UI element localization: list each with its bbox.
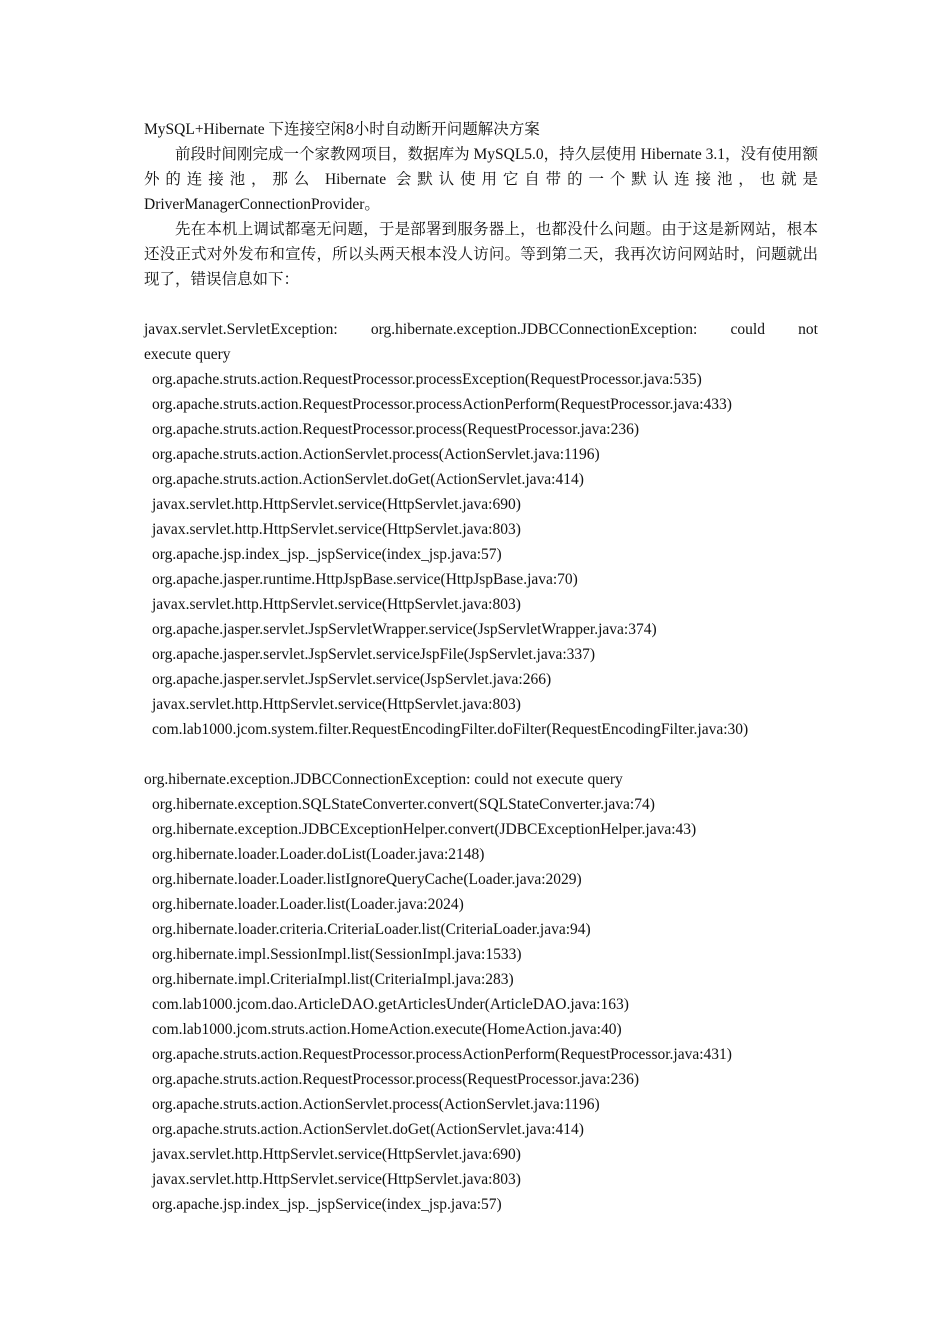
stack-frame: javax.servlet.http.HttpServlet.service(HttpServlet.java:803) bbox=[152, 1171, 521, 1188]
stack-frame: com.lab1000.jcom.system.filter.RequestEncodingFilter.doFilter(RequestEncodingFilter.java:30) bbox=[152, 721, 749, 738]
stack-frame: org.hibernate.impl.SessionImpl.list(SessionImpl.java:1533) bbox=[152, 946, 522, 963]
stack-frame: org.hibernate.loader.Loader.listIgnoreQueryCache(Loader.java:2029) bbox=[152, 871, 582, 888]
stack-frame: org.apache.struts.action.RequestProcessor.process(RequestProcessor.java:236) bbox=[152, 421, 639, 438]
stack-frame: org.hibernate.loader.criteria.CriteriaLoader.list(CriteriaLoader.java:94) bbox=[152, 921, 591, 938]
document-page bbox=[144, 117, 818, 1217]
trace-frames bbox=[144, 792, 818, 1217]
stack-frame: org.apache.jasper.servlet.JspServletWrapper.service(JspServletWrapper.java:374) bbox=[152, 621, 657, 638]
stack-frame: org.apache.struts.action.ActionServlet.process(ActionServlet.java:1196) bbox=[152, 446, 600, 463]
stack-frame: org.apache.struts.action.ActionServlet.process(ActionServlet.java:1196) bbox=[152, 1096, 600, 1113]
stack-frame: org.apache.struts.action.ActionServlet.doGet(ActionServlet.java:414) bbox=[152, 471, 584, 488]
intro-paragraph: 前段时间刚完成一个家教网项目，数据库为 MySQL5.0，持久层使用 Hibernate 3.1，没有使用额外的连接池，那么 Hibernate 会默认使用它自带的一个默认连接池，也就是 DriverManagerConnectionProvider。 bbox=[144, 146, 818, 213]
stack-frame: com.lab1000.jcom.struts.action.HomeAction.execute(HomeAction.java:40) bbox=[152, 1021, 622, 1038]
stack-frame: org.apache.jsp.index_jsp._jspService(index_jsp.java:57) bbox=[152, 546, 502, 563]
document-title: MySQL+Hibernate 下连接空闲8小时自动断开问题解决方案 bbox=[144, 121, 540, 138]
stack-frame: org.apache.struts.action.RequestProcessor.process(RequestProcessor.java:236) bbox=[152, 1071, 639, 1088]
problem-paragraph: 先在本机上调试都毫无问题，于是部署到服务器上，也都没什么问题。由于这是新网站，根本还没正式对外发布和宣传，所以头两天根本没人访问。等到第二天，我再次访问网站时，问题就出现了，错误信息如下： bbox=[144, 221, 818, 288]
trace-header: org.hibernate.exception.JDBCConnectionException: could not execute query bbox=[144, 771, 623, 788]
trace-header-part: org.hibernate.exception.JDBCConnectionException: bbox=[370, 321, 698, 338]
stack-frame: org.apache.struts.action.RequestProcessor.processActionPerform(RequestProcessor.java:433) bbox=[152, 396, 732, 413]
stack-frame: org.apache.jsp.index_jsp._jspService(index_jsp.java:57) bbox=[152, 1196, 502, 1213]
stack-frame: javax.servlet.http.HttpServlet.service(HttpServlet.java:690) bbox=[152, 1146, 521, 1163]
trace-header bbox=[144, 317, 818, 342]
stack-trace-servlet bbox=[144, 317, 818, 742]
stack-frame: javax.servlet.http.HttpServlet.service(HttpServlet.java:803) bbox=[152, 696, 521, 713]
stack-frame: org.apache.jasper.servlet.JspServlet.service(JspServlet.java:266) bbox=[152, 671, 552, 688]
trace-header-part: javax.servlet.ServletException: bbox=[144, 321, 338, 338]
stack-frame: org.hibernate.loader.Loader.doList(Loader.java:2148) bbox=[152, 846, 485, 863]
trace-header-continuation: execute query bbox=[144, 346, 231, 363]
stack-frame: org.hibernate.exception.JDBCExceptionHelper.convert(JDBCExceptionHelper.java:43) bbox=[152, 821, 697, 838]
stack-frame: org.apache.struts.action.RequestProcessor.processActionPerform(RequestProcessor.java:431) bbox=[152, 1046, 732, 1063]
stack-frame: org.hibernate.impl.CriteriaImpl.list(CriteriaImpl.java:283) bbox=[152, 971, 514, 988]
stack-frame: org.apache.struts.action.RequestProcessor.processException(RequestProcessor.java:535) bbox=[152, 371, 702, 388]
stack-frame: javax.servlet.http.HttpServlet.service(HttpServlet.java:803) bbox=[152, 521, 521, 538]
stack-frame: org.hibernate.loader.Loader.list(Loader.java:2024) bbox=[152, 896, 464, 913]
stack-frame: org.apache.struts.action.ActionServlet.doGet(ActionServlet.java:414) bbox=[152, 1121, 584, 1138]
stack-frame: org.apache.jasper.servlet.JspServlet.serviceJspFile(JspServlet.java:337) bbox=[152, 646, 596, 663]
trace-frames bbox=[144, 367, 818, 742]
stack-frame: javax.servlet.http.HttpServlet.service(HttpServlet.java:803) bbox=[152, 596, 521, 613]
stack-frame: com.lab1000.jcom.dao.ArticleDAO.getArticlesUnder(ArticleDAO.java:163) bbox=[152, 996, 629, 1013]
stack-frame: org.apache.jasper.runtime.HttpJspBase.service(HttpJspBase.java:70) bbox=[152, 571, 578, 588]
stack-frame: javax.servlet.http.HttpServlet.service(HttpServlet.java:690) bbox=[152, 496, 521, 513]
spacer bbox=[144, 742, 818, 767]
stack-frame: org.hibernate.exception.SQLStateConverter.convert(SQLStateConverter.java:74) bbox=[152, 796, 655, 813]
trace-header-part: not bbox=[798, 321, 818, 338]
spacer bbox=[144, 292, 818, 317]
stack-trace-hibernate bbox=[144, 767, 818, 1217]
trace-header-part: could bbox=[730, 321, 765, 338]
